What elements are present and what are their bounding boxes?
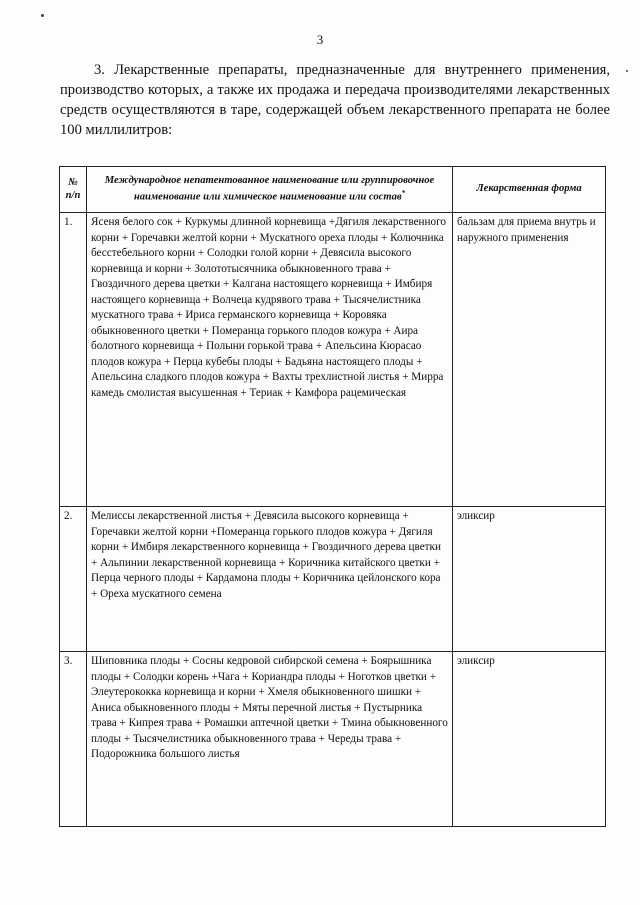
row-form: эликсир	[453, 507, 606, 652]
table-header-row	[60, 167, 606, 213]
scan-speck	[41, 14, 44, 17]
table-row	[60, 507, 606, 652]
table-row	[60, 652, 606, 827]
row-composition: Мелиссы лекарственной листья + Девясила высокого корневища + Горечавки желтой корни +Померанца горького плодов кожура + Дягиля корни + Имбиря лекарственного корневища + Гвоздичного дерева цветки + Альпинии лекарственной корневища + Коричника китайского цветки + Перца черного плоды + Кардамона плоды + Коричника цейлонского кора + Ореха мускатного семена	[87, 507, 453, 652]
row-number: 3.	[60, 652, 87, 827]
header-form: Лекарственная форма	[453, 167, 606, 213]
row-form: бальзам для приема внутрь и наружного применения	[453, 213, 606, 507]
row-number: 1.	[60, 213, 87, 507]
intro-paragraph: 3. Лекарственные препараты, предназначенные для внутреннего применения, производство которых, а также их продажа и передача производителями лекарственных средств осуществляются в таре, содержащей объем лекарственного препарата не более 100 миллилитров:	[60, 62, 610, 138]
medicines-table	[59, 166, 606, 827]
footnote-mark: *	[401, 189, 406, 198]
header-composition	[87, 167, 453, 213]
row-number: 2.	[60, 507, 87, 652]
row-form: эликсир	[453, 652, 606, 827]
header-composition-text: Международное непатентованное наименование или группировочное наименование или химическое наименование или состав	[104, 174, 435, 203]
scan-speck	[626, 70, 628, 72]
row-composition: Шиповника плоды + Сосны кедровой сибирской семена + Боярышника плоды + Солодки корень +Чага + Кориандра плоды + Ноготков цветки + Элеутерококка корневища и корни + Хмеля обыкновенного шишки + Аниса обыкновенного плоды + Мяты перечной листья + Пустырника трава + Кипрея трава + Ромашки аптечной цветки + Тмина обыкновенного плоды + Тысячелистника обыкновенного трава + Череды трава + Подорожника большого листья	[87, 652, 453, 827]
header-num: № п/п	[60, 167, 87, 213]
row-composition: Ясеня белого сок + Куркумы длинной корневища +Дягиля лекарственного корни + Горечавки желтой корни + Мускатного ореха плоды + Колючника бесстебельного корни + Солодки голой корни + Девясила высокого корневища и корни + Золототысячника обыкновенного трава + Гвоздичного дерева цветки + Калгана настоящего корневища + Имбиря настоящего корневища + Волчеца кудрявого трава + Тысячелистника мускатного трава + Ириса германского корневища + Коровяка обыкновенного цветки + Померанца горького плодов кожура + Аира болотного корневища + Полыни горькой трава + Апельсина Кюрасао плодов кожура + Перца кубебы плоды + Бадьяна настоящего плоды + Апельсина сладкого плодов кожура + Вахты трехлистной листья + Мирра камедь смолистая высушенная + Териак + Камфора рацемическая	[87, 213, 453, 507]
table-row	[60, 213, 606, 507]
page-number: 3	[316, 32, 324, 47]
